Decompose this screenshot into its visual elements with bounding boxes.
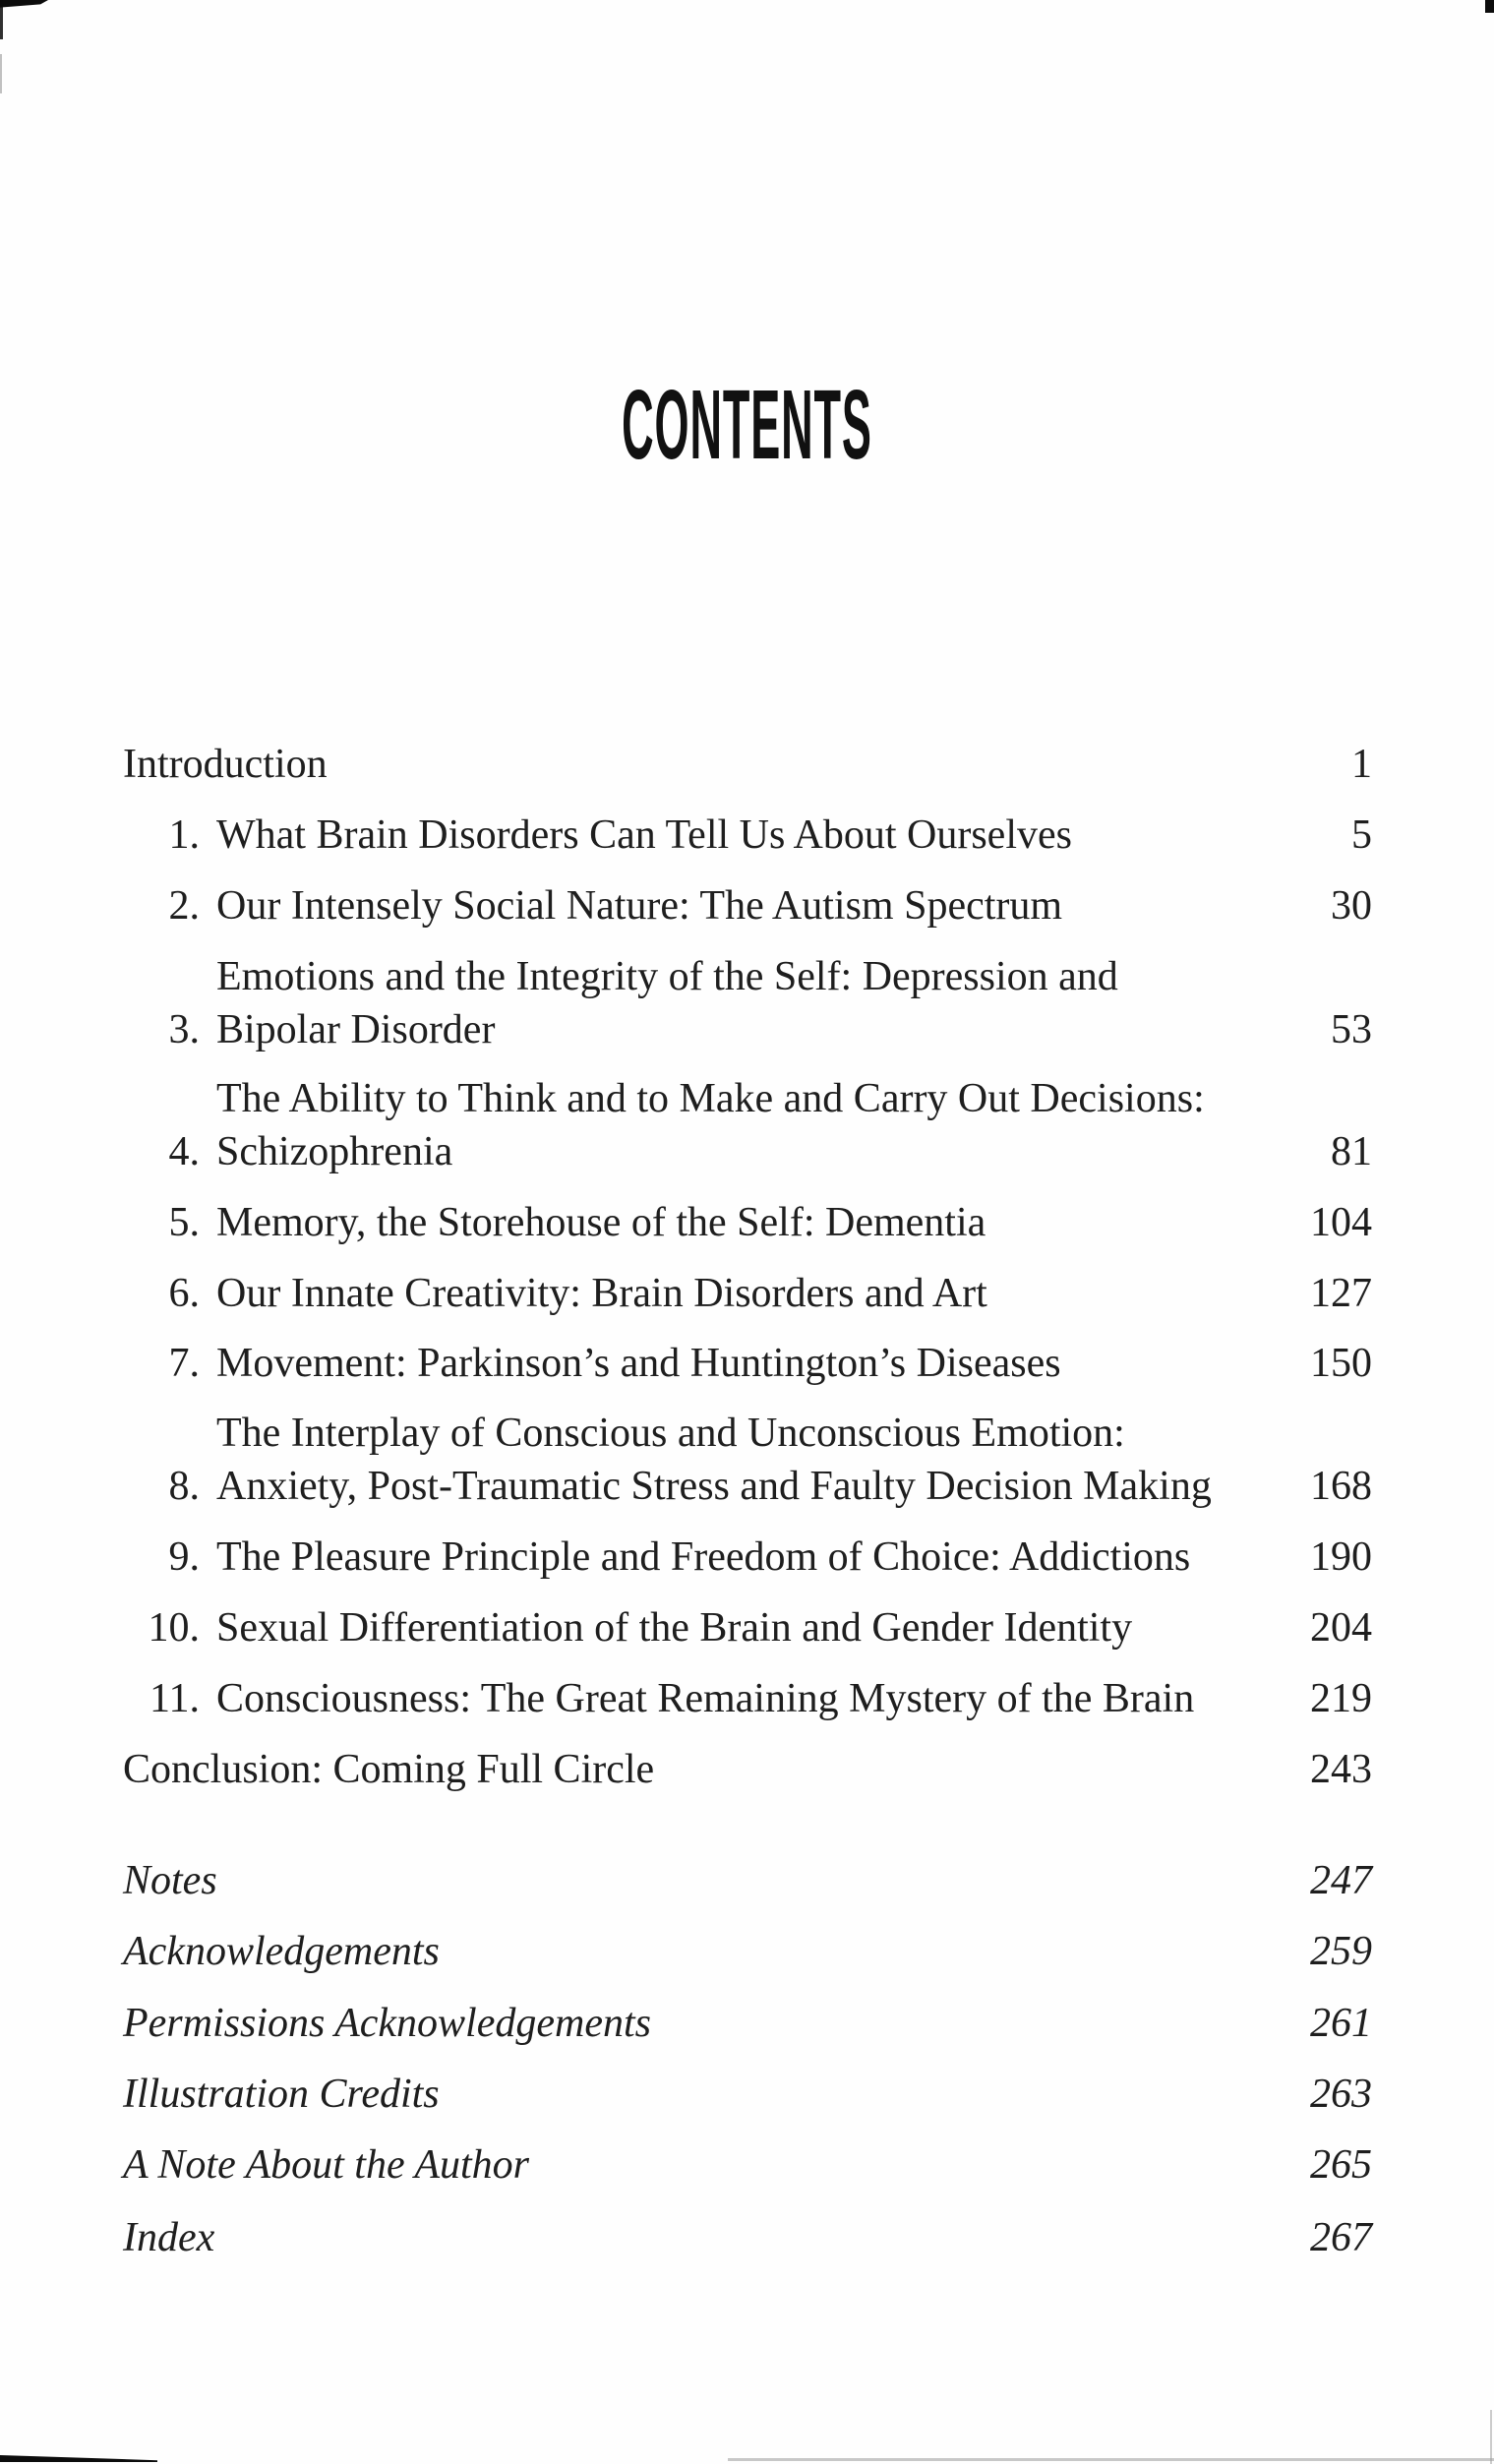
toc-row xyxy=(123,956,1372,1051)
toc-entry-title: The Interplay of Conscious and Unconscious Emotion: xyxy=(216,1411,1125,1456)
toc-entry-number: 11. xyxy=(149,1676,200,1721)
page-title: CONTENTS xyxy=(622,370,872,480)
toc-entry-number: 10. xyxy=(148,1605,200,1651)
toc-entry-title: Emotions and the Integrity of the Self: Depression and xyxy=(216,954,1118,999)
toc-page-number: 53 xyxy=(1331,1007,1372,1052)
toc-entry-number: 8. xyxy=(168,1464,200,1509)
toc-page-number: 30 xyxy=(1331,883,1372,929)
toc-page-number: 261 xyxy=(1310,2001,1372,2046)
toc-row xyxy=(123,1273,1372,1314)
toc-page-number: 127 xyxy=(1310,1271,1372,1316)
toc-row xyxy=(123,1412,1372,1507)
toc-page-number: 1 xyxy=(1351,742,1372,787)
toc-entry-title: Our Innate Creativity: Brain Disorders and Art xyxy=(216,1271,987,1316)
toc-row xyxy=(123,1343,1372,1384)
toc-entry-title: Notes xyxy=(123,1858,217,1903)
scan-artifact-top-left xyxy=(0,0,48,8)
scan-artifact-bottom-left xyxy=(0,2452,157,2462)
toc-row xyxy=(123,1536,1372,1578)
toc-row xyxy=(123,885,1372,927)
toc-row xyxy=(123,1607,1372,1649)
scan-artifact-bottom-line xyxy=(728,2458,1494,2461)
toc-page-number: 265 xyxy=(1310,2142,1372,2188)
scan-artifact-left-edge xyxy=(0,0,3,39)
toc-row xyxy=(123,2073,1372,2115)
toc-entry-number: 9. xyxy=(168,1534,200,1580)
toc-row xyxy=(123,2003,1372,2044)
toc-row xyxy=(123,1860,1372,1901)
toc-row xyxy=(123,814,1372,856)
toc-entry-title: Conclusion: Coming Full Circle xyxy=(123,1747,655,1792)
toc-entry-title: What Brain Disorders Can Tell Us About Ourselves xyxy=(216,812,1072,858)
toc-page-number: 263 xyxy=(1310,2072,1372,2117)
toc-page-number: 104 xyxy=(1310,1200,1372,1245)
toc-entry-title: Our Intensely Social Nature: The Autism Spectrum xyxy=(216,883,1063,929)
toc-row xyxy=(123,1678,1372,1719)
toc-entry-title-line2: Schizophrenia xyxy=(216,1129,453,1174)
scan-artifact-right-edge xyxy=(1490,2410,1492,2464)
toc-entry-title: The Pleasure Principle and Freedom of Choice: Addictions xyxy=(216,1534,1191,1580)
toc-page-number: 259 xyxy=(1310,1929,1372,1974)
toc-page-number: 81 xyxy=(1331,1129,1372,1174)
scan-artifact-top-right xyxy=(1485,0,1494,13)
toc-row xyxy=(123,1931,1372,1972)
toc-entry-number: 4. xyxy=(168,1129,200,1174)
toc-entry-title: Sexual Differentiation of the Brain and Gender Identity xyxy=(216,1605,1133,1651)
toc-row xyxy=(123,744,1372,785)
toc-entry-number: 5. xyxy=(168,1200,200,1245)
toc-page-number: 219 xyxy=(1310,1676,1372,1721)
toc-page-number: 247 xyxy=(1310,1858,1372,1903)
toc-entry-title-line2: Anxiety, Post-Traumatic Stress and Faulty Decision Making xyxy=(216,1464,1212,1509)
toc-entry-title: A Note About the Author xyxy=(123,2142,530,2188)
toc-page-number: 190 xyxy=(1310,1534,1372,1580)
toc-entry-title: Consciousness: The Great Remaining Mystery of the Brain xyxy=(216,1676,1195,1721)
scan-artifact-left-edge-faint xyxy=(0,54,2,93)
toc-entry-number: 2. xyxy=(168,883,200,929)
toc-entry-number: 7. xyxy=(168,1341,200,1386)
toc-entry-title-line2: Bipolar Disorder xyxy=(216,1007,496,1052)
toc-entry-title: Memory, the Storehouse of the Self: Dementia xyxy=(216,1200,986,1245)
toc-row xyxy=(123,1749,1372,1790)
toc-entry-number: 3. xyxy=(168,1007,200,1052)
toc-entry-title: Index xyxy=(123,2215,215,2260)
toc-entry-title: Permissions Acknowledgements xyxy=(123,2001,651,2046)
toc-row xyxy=(123,2144,1372,2186)
toc-page-number: 204 xyxy=(1310,1605,1372,1651)
toc-entry-title: Movement: Parkinson’s and Huntington’s Diseases xyxy=(216,1341,1061,1386)
toc-page-number: 168 xyxy=(1310,1464,1372,1509)
toc-row xyxy=(123,2217,1372,2258)
toc-entry-title: The Ability to Think and to Make and Carry Out Decisions: xyxy=(216,1076,1205,1121)
toc-row xyxy=(123,1202,1372,1243)
toc-entry-title: Introduction xyxy=(123,742,328,787)
toc-entry-title: Acknowledgements xyxy=(123,1929,440,1974)
toc-page-number: 243 xyxy=(1310,1747,1372,1792)
toc-page-number: 267 xyxy=(1310,2215,1372,2260)
toc-row xyxy=(123,1078,1372,1172)
toc-entry-number: 1. xyxy=(168,812,200,858)
toc-page-number: 150 xyxy=(1310,1341,1372,1386)
toc-entry-number: 6. xyxy=(168,1271,200,1316)
toc-entry-title: Illustration Credits xyxy=(123,2072,440,2117)
toc-page-number: 5 xyxy=(1351,812,1372,858)
